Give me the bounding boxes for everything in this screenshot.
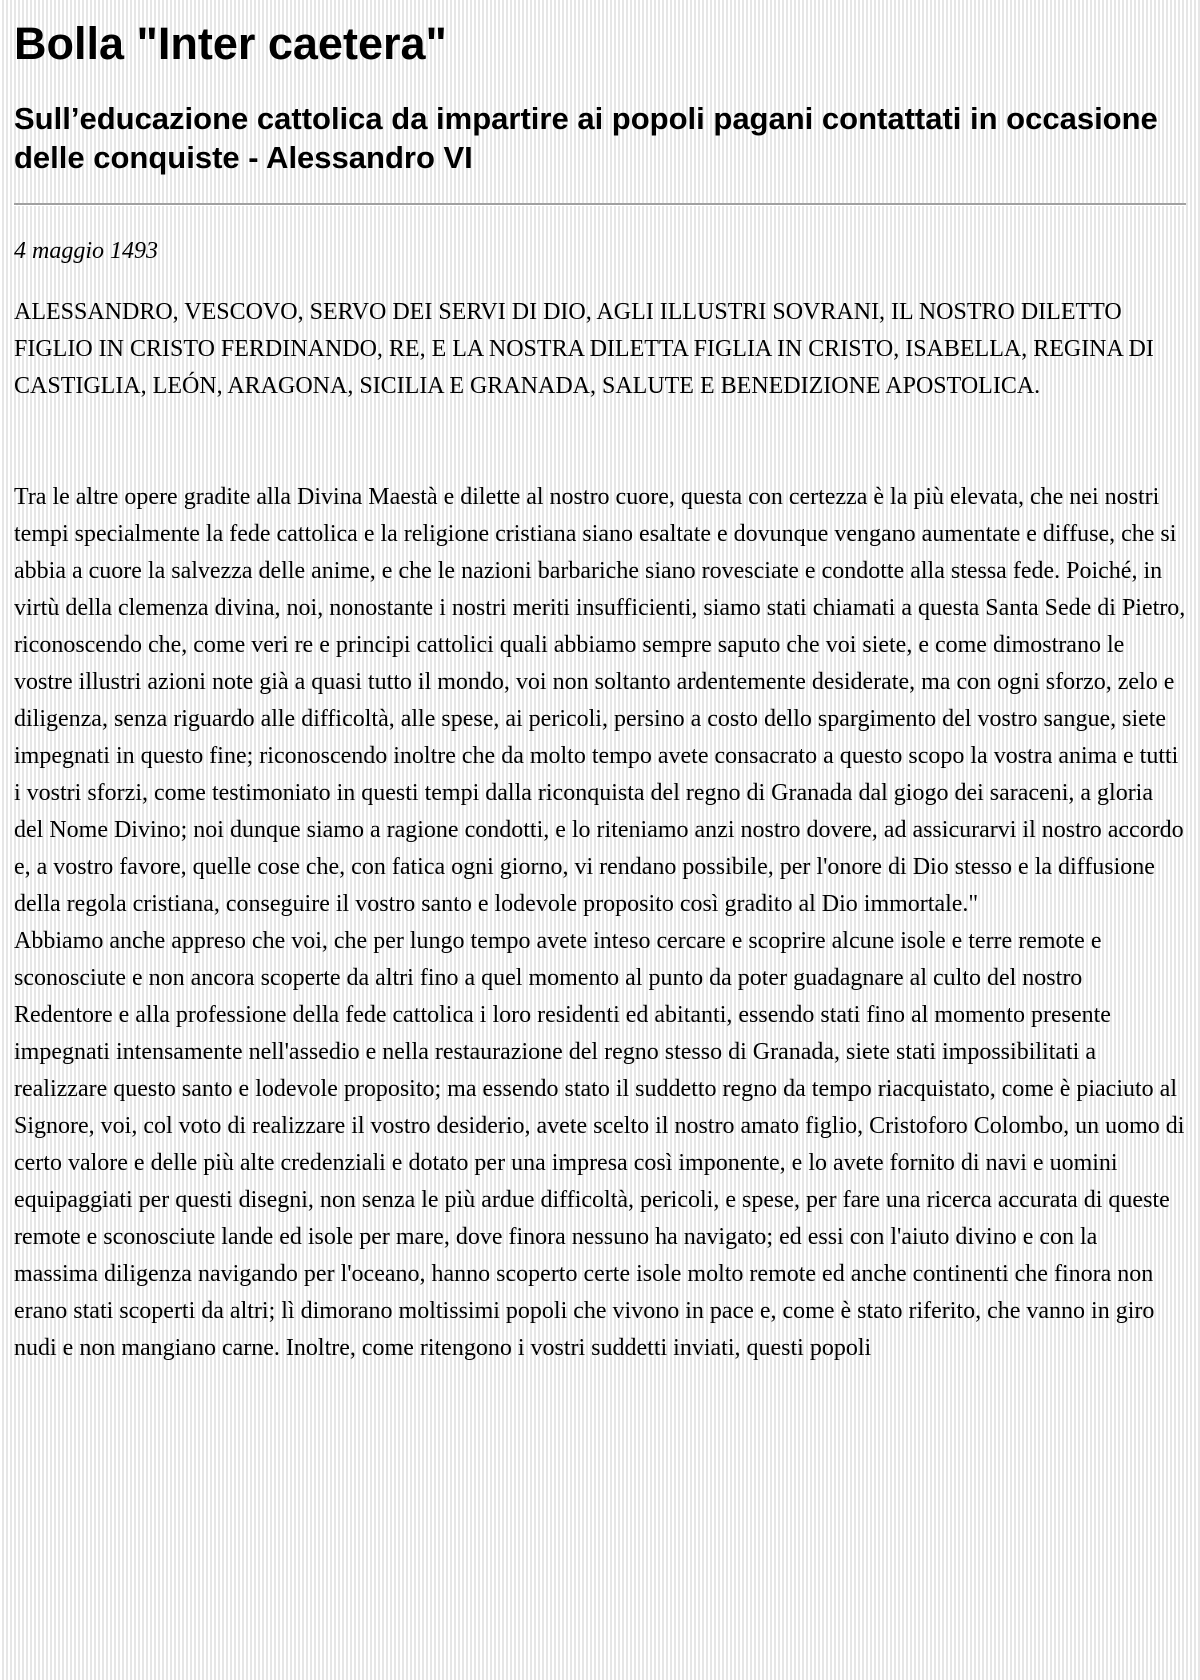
- page-title: Bolla "Inter caetera": [14, 18, 447, 69]
- document-body: [14, 479, 1186, 1367]
- body-paragraph-2: Abbiamo anche appreso che voi, che per lungo tempo avete inteso cercare e scoprire alcune isole e terre remote e sconosciute e non ancora scoperte da altri fino a quel momento al punto da poter guadagnare al culto del nostro Redentore e alla professione della fede cattolica i loro residenti ed abitanti, essendo stati fino al momento presente impegnati intensamente nell'assedio e nella restaurazione del regno stesso di Granada, siete stati impossibilitati a realizzare questo santo e lodevole proposito; ma essendo stato il suddetto regno da tempo riacquistato, come è piaciuto al Signore, voi, col voto di realizzare il vostro desiderio, avete scelto il nostro amato figlio, Cristoforo Colombo, un uomo di certo valore e delle più alte credenziali e dotato per una impresa così imponente, e lo avete fornito di navi e uomini equipaggiati per questi disegni, non senza le più ardue difficoltà, pericoli, e spese, per fare una ricerca accurata di queste remote e sconosciute lande ed isole per mare, dove finora nessuno ha navigato; ed essi con l'aiuto divino e con la massima diligenza navigando per l'oceano, hanno scoperto certe isole molto remote ed anche continenti che finora non erano stati scoperti da altri; lì dimorano moltissimi popoli che vivono in pace e, come è stato riferito, che vanno in giro nudi e non mangiano carne. Inoltre, come ritengono i vostri suddetti inviati, questi popoli: [14, 928, 1185, 1361]
- header-divider: [14, 203, 1186, 206]
- document-date: 4 maggio 1493: [14, 238, 158, 264]
- page-subtitle: Sull’educazione cattolica da impartire ai popoli pagani contattati in occasione delle conquiste - Alessandro VI: [14, 101, 1158, 175]
- salutation-paragraph: ALESSANDRO, VESCOVO, SERVO DEI SERVI DI DIO, AGLI ILLUSTRI SOVRANI, IL NOSTRO DILETTO FIGLIO IN CRISTO FERDINANDO, RE, E LA NOSTRA DILETTA FIGLIA IN CRISTO, ISABELLA, REGINA DI CASTIGLIA, LEÓN, ARAGONA, SICILIA E GRANADA, SALUTE E BENEDIZIONE APOSTOLICA.: [14, 299, 1154, 399]
- body-paragraph-1: Tra le altre opere gradite alla Divina Maestà e dilette al nostro cuore, questa con certezza è la più elevata, che nei nostri tempi specialmente la fede cattolica e la religione cristiana siano esaltate e dovunque vengano aumentate e diffuse, che si abbia a cuore la salvezza delle anime, e che le nazioni barbariche siano rovesciate e condotte alla stessa fede. Poiché, in virtù della clemenza divina, noi, nonostante i nostri meriti insufficienti, siamo stati chiamati a questa Santa Sede di Pietro, riconoscendo che, come veri re e principi cattolici quali abbiamo sempre saputo che voi siete, e come dimostrano le vostre illustri azioni note già a quasi tutto il mondo, voi non soltanto ardentemente desiderate, ma con ogni sforzo, zelo e diligenza, senza riguardo alle difficoltà, alle spese, ai pericoli, persino a costo dello spargimento del vostro sangue, siete impegnati in questo fine; riconoscendo inoltre che da molto tempo avete consacrato a questo scopo la vostra anima e tutti i vostri sforzi, come testimoniato in questi tempi dalla riconquista del regno di Granada dal giogo dei saraceni, a gloria del Nome Divino; noi dunque siamo a ragione condotti, e lo riteniamo anzi nostro dovere, ad assicurarvi il nostro accordo e, a vostro favore, quelle cose che, con fatica ogni giorno, vi rendano possibile, per l'onore di Dio stesso e la diffusione della regola cristiana, conseguire il vostro santo e lodevole proposito così gradito al Dio immortale.": [14, 484, 1186, 917]
